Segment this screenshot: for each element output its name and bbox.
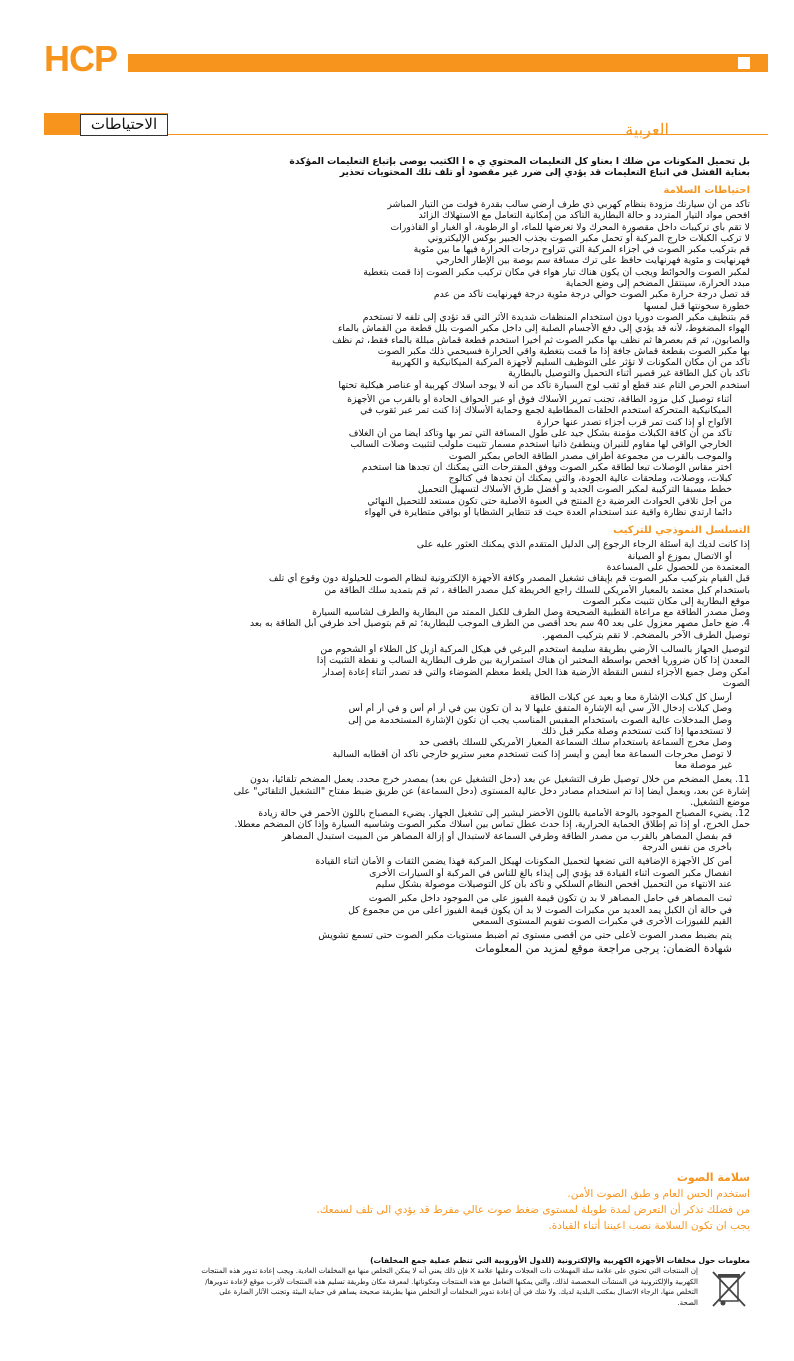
sound-safety-heading: سلامة الصوت: [676, 1171, 750, 1184]
list-item: استخدم الحرص التام عند قطع أو ثقب لوح السيارة تأكد من أنه لا يوجد أسلاك كهربية أو عناصر هيكلية تحتها: [338, 379, 750, 391]
list-item: تأكد من أن مكان المكونات لا تؤثر على التوظيف السليم لأجهزة المركبة الميكانيكية و الكهربية: [391, 357, 750, 369]
list-item: القيم للفيوزات الأخرى في مكبرات الصوت تقويم المستوى السمعي: [472, 915, 732, 927]
list-item: والموجب بالقرب من مجموعة أطراف مصدر الطاقة الخاص بمكبر الصوت: [448, 450, 732, 462]
list-item: وصل كبلات إدخال الآر سي أيه الإشارة المتفق عليها لا بد أن تكون بين في أر أم أس و في أر أم أس: [348, 703, 732, 715]
list-item: استخدم الحس العام و طبق الصوت الأمن.: [567, 1188, 750, 1200]
list-item: أمن كل الأجهزة الإضافية التي تضعها لتحميل المكونات لهيكل المركبة فهذا يضمن الثقات و الأمان أثناء القيادة: [315, 856, 732, 868]
list-item: الصوت: [722, 677, 750, 689]
list-item: موضع التشغيل.: [690, 796, 750, 808]
list-item: المعتمدة من للحصول على المساعدة: [606, 561, 750, 573]
list-item: لا تركب الكبلات خارج المركبة أو تحمل مكبر الصوت بجذب الجبير بوكس الإليكتروني: [427, 232, 750, 244]
list-item: يتم بضبط مصدر الصوت لأعلى حتى من أقصى مستوى ثم أضبط مستويات مكبر الصوت حتى تسمع تشويش: [318, 930, 732, 942]
list-item: افحص مواد التيار المتردد و حالة البطارية التأكد من إمكانية التعامل مع الاستهلاك الزائد: [418, 210, 750, 222]
weee-title: معلومات حول مخلفات الأجهزة الكهربية والإلكترونية (للدول الأوروبية التي تنظم عملية جمع المخلفات): [370, 1256, 750, 1265]
weee-line: التخلص منها، الرجاء الاتصال بمكتب البلدية لديك. ولا شك في أن إعادة تدوير المخلفات أو التخلص منها بطريقة صحيحة يساهم في حماية البيئة وتجنب الآثار الضارة على: [219, 1288, 698, 1296]
list-item: فهرنهايت و مئوية فهرنهايت حافظ على ترك مسافة سم بوصة بين الإطار الخارجي: [436, 255, 750, 267]
header-bar-box: [738, 57, 750, 69]
section-title: الاحتياطات: [80, 114, 168, 136]
weee-line: الصحة.: [677, 1298, 698, 1307]
list-item: الألواح أو إذا كنت تمر قرب أجزاء تصدر عنها حرارة: [536, 416, 732, 428]
list-item: من فضلك تذكر أن التعرض لمدة طويلة لمستوى ضغط صوت عالي مفرط قد يؤدي الى تلف لسمعك.: [316, 1204, 750, 1216]
header-bar: [128, 54, 768, 72]
list-item: وصل مخرج السماعة باستخدام سلك السماعة المعيار الأمريكي للسلك بأقصى حد: [419, 737, 732, 749]
section-divider: [168, 134, 768, 135]
list-item: بها مكبر الصوت بقطعة قماش جافة إذا ما قمت بتغطية واقي الحرارة فسيحمي ذلك مكبر الصوت: [377, 345, 750, 357]
list-item: 4. ضع حامل مصهر معزول على بعد 40 سم بحد أقصى من الطرف الموجب للبطارية؛ ثم قم بتوصيل أحد طرفي أبل الطاقة به بعد: [249, 618, 750, 630]
list-item: تأكد من أن كافة الكبلات مؤمنة بشكل جيد على طول المسافة التي تمر بها وتأكد أيضا من أن الغلاف: [348, 427, 732, 439]
list-item: دائما ارتدي نظارة واقية عند استخدام العدة حيث قد تتطاير الشظايا أو بواقي متطايرة في الهواء: [364, 507, 732, 519]
list-item: عند الانتهاء من التحميل أفحص النظام السلكي و تأكد بأن كل التوصيلات موصولة بشكل سليم: [375, 878, 732, 890]
list-item: في حالة أن الكبل يمد العديد من مكبرات الصوت لا بد أن يكون قيمة الفيوز أعلى من من مجموع كل: [348, 904, 732, 916]
list-item: أثناء توصيل كبل مزود الطاقة، تجنب تمرير الأسلاك فوق أو عبر الحواف الحادة أو بالقرب من الأجهزة: [347, 394, 732, 406]
list-item: توصيل الطرف الآخر بالمضخم. لا تقم بتركيب المصهر.: [542, 629, 750, 641]
weee-text: [48, 1266, 698, 1308]
list-item: إذا كانت لديك أية أسئلة الرجاء الرجوع إلى الدليل المتقدم الذي يمكنك العثور عليه على: [416, 539, 750, 551]
list-item: قم بتنظيف مكبر الصوت دوريا دون استخدام المنظفات شديدة الأثر التي قد تؤدي إلى تلفه لا تستخدم: [362, 311, 750, 323]
list-item: لا توصل مخرجات السماعة معا أيمن و أيسر إذا كنت تستخدم معبر ستريو خارجي تأكد أن أقطابه السالبة: [332, 748, 732, 760]
list-item: وصل المدخلات عالية الصوت باستخدام المقبس المناسب يجب أن تكون الإشارة المستخدمة من إلى: [348, 714, 732, 726]
list-item: خطورة سخونتها قبل لمسها: [643, 300, 750, 312]
list-item: موقع البطارية إلى مكان تثبيت مكبر الصوت: [582, 595, 750, 607]
list-item: والصابون، ثم قم بعصرها ثم نظف بها مكبر الصوت ثم أخيرا استخدم قطعة قماش مبللة بالماء فقط، ثم نظف: [332, 334, 750, 346]
list-item: يجب ان تكون السلامة نصب اعيننا أثناء القيادة.: [548, 1220, 750, 1232]
list-item: غير موصلة معا: [674, 759, 732, 771]
list-item: لتوصيل الجهاز بالسالب الأرضي بطريقة سليمة استخدم البرغي في هيكل المركبة أزيل كل الطلاء أو الشحوم من: [320, 643, 750, 655]
list-item: قد تصل درجة حرارة مكبر الصوت حوالي درجة مئوية درجة فهرنهايت تأكد من عدم: [433, 289, 750, 301]
list-item: أرسل كل كبلات الإشارة معا و بعيد عن كبلات الطاقة: [529, 692, 732, 704]
list-item: انفصال مكبر الصوت أثناء القيادة قد يؤدي إلى إيذاء بالغ للناس في المركبة أو السيارات الأخرى: [369, 867, 732, 879]
list-item: المعدن إذا كان ضروريا أفحص بواسطة المختبر أن هناك استمرارية بين طرف البطارية السالب و نقطة التثبيت إذا: [316, 655, 750, 667]
safety-list-2: [40, 394, 750, 518]
warranty-line: شهادة الضمان: يرجى مراجعة موقع لمزيد من المعلومات: [475, 942, 732, 956]
list-item: قم بفصل المصاهر بالقرب من مصدر الطاقة وطرفي السماعة لاستبدال أو إزالة المصاهر من المبيت استبدل المصاهر: [281, 830, 732, 842]
list-item: باستخدام كبل معتمد بالمعيار الأمريكي للسلك راجع الخريطة كبل مصدر الطاقة ، ثم قم بتمديد سلك الطاقة من: [324, 584, 750, 596]
list-item: إشارة عن بعد، ويعمل أيضا إذا تم استخدام مصادر دخل عالية المستوى (دخل السماعة) عن طريق ضبط مفتاح "التشغيل التلقائي" على: [233, 785, 750, 797]
list-item: خطط مسبقا التركيبة لمكبر الصوت الجديد و أفضل طرق الأسلاك لتسهيل التحميل: [417, 484, 732, 496]
weee-line: الكهربية والإلكترونية في المنشآت المخصصة لذلك، والتي يمكنها التعامل مع هذه المنتجات ومكوناتها. لمعرفة مكان وطريقة تسليم هذه المنتجات لأقرب موقع لإعادة تدويرها/: [205, 1277, 698, 1286]
list-item: لا تقم بأي تركيبات داخل مقصورة المحرك ولا تعرضها للماء، أو الرطوبة، أو الغبار أو القاذورات: [390, 221, 750, 233]
list-item: لا تستخدمها إذا كنت تستخدم وصلة مكبر قبل ذلك: [541, 726, 732, 738]
manual-content: [40, 156, 750, 957]
weee-notice: [40, 1256, 750, 1308]
list-item: الخارجي الواقي لها مقاوم للنيران وينطفئ ذاتيا استخدم مسمار تثبيت ملولب لتثبيت وصلات السالب: [350, 439, 732, 451]
install-heading: التسلسل النموذجي للتركيب: [613, 525, 750, 537]
language-label: العربية: [625, 122, 669, 139]
list-item: الهواء المضغوط، لأنه قد يؤدي إلى دفع الأجسام الصلبة إلى داخل مكبر الصوت بلل قطعة من القماش بالماء: [338, 323, 750, 335]
list-item: أمكن وصل جميع الأجزاء لنفس النقطة الأرضية هذا الحل يلغط معظم الضوضاء والتي قد تصدر أثناء إعادة إصدار: [322, 666, 750, 678]
list-item: 11. يعمل المضخم من خلال توصيل طرف التشغيل عن بعد (دخل التشغيل عن بعد) بمصدر خرج محدد. يعمل المضخم تلقائيا، بدون: [250, 774, 750, 786]
list-item: مبدد الحرارة، سينتقل المضخم إلى وضع الحماية: [565, 278, 750, 290]
list-item: من أجل تلافي الحوادث العرضية دع المنتج في العبوة الأصلية حتى تكون مستعد للتحميل النهائي: [367, 495, 732, 507]
intro: [40, 156, 750, 178]
list-item: ثبت المصاهر في حامل المصاهر لا بد ن تكون قيمة الفيوز على من الموجود داخل مكبر الصوت: [368, 893, 732, 905]
crossed-bin-icon: [708, 1269, 750, 1309]
safety-heading: احتياطات السلامة: [663, 185, 750, 196]
list-item: كبلات، ووصلات، وملحقات عالية الجودة، والتي يمكنك أن تجدها في كتالوج: [448, 473, 732, 485]
sound-safety: [40, 1170, 750, 1234]
list-item: الميكانيكية المتحركة استخدم الحلقات المطاطية لجمع وحماية الأسلاك إذا كنت تمر عبر ثقوب في: [360, 405, 732, 417]
list-item: وصل مصدر الطاقة مع مراعاة القطبية الصحيحة وصل الطرف للكبل الممتد من البطارية والطرف لشاسيه السيارة: [312, 607, 750, 619]
list-item: قم بتركيب مكبر الصوت في أجزاء المركبة التي تتراوح درجات الحرارة فيها ما بين مئوية: [413, 244, 750, 256]
safety-list: [40, 199, 750, 391]
list-item: حمل الخرج، أو إذا تم إطلاق الحماية الحرارية، إذا حدث عطل تماس بين أسلاك مكبر الصوت وشاسيه السيارة وإذا كان المضخم معطلا.: [234, 819, 750, 831]
list-item: تأكد من أن سيارتك مزودة بنظام كهربي ذي طرف أرضي سالب بقدرة فولت من التيار المباشر: [387, 199, 750, 210]
list-item: لمكبر الصوت والحوائط ويجب أن يكون هناك تيار هواء في مكان تركيب مكبر الصوت إذا قمت بتغطية: [363, 266, 750, 278]
list-item: قبل القيام بتركيب مكبر الصوت قم بإيقاف تشغيل المصدر وكافة الأجهزة الإلكترونية لنظام الصوت للحيلولة دون وقوع أي تلف: [268, 573, 750, 585]
install-list: [40, 539, 750, 957]
list-item: تأكد بأن كبل الطاقة غير قصير أثناء التحميل والتوصيل بالبطارية: [508, 368, 750, 380]
intro-line: بعناية الفشل في اتباع التعليمات قد يؤدي إلى ضرر غير مقصود أو تلف تلك المحتويات تحذير: [339, 167, 750, 178]
intro-line: بل تحميل المكونات من ضلك ا بعناو كل التعليمات المحتوي ي ه ا الكتيب يوصى بإتباع التعليمات المؤكدة: [289, 156, 750, 167]
list-item: بأخرى من نفس الدرجة: [642, 842, 732, 854]
hcp-logo: HCP: [44, 38, 118, 79]
list-item: أو الاتصال بموزع أو الصيانة: [627, 550, 732, 562]
weee-line: إن المنتجات التي تحتوي على علامة سلة المهملات ذات العجلات وعليها علامة X فإن ذلك يعني أنه لا يمكن التخلص منها مع المخلفات العادية. ويجب إعادة تدوير هذه المنتجات: [201, 1267, 698, 1275]
list-item: 12. يضيء المصباح الموجود بالوحة الأمامية باللون الأخضر ليشير إلى تشغيل الجهاز. يضيء المصباح باللون الأحمر في حالة زيادة: [258, 808, 750, 820]
list-item: اختر مقاس الوصلات تبعا لطاقة مكبر الصوت ووفق المقترحات التي يمكنك أن تجدها هنا استخدم: [361, 461, 732, 473]
